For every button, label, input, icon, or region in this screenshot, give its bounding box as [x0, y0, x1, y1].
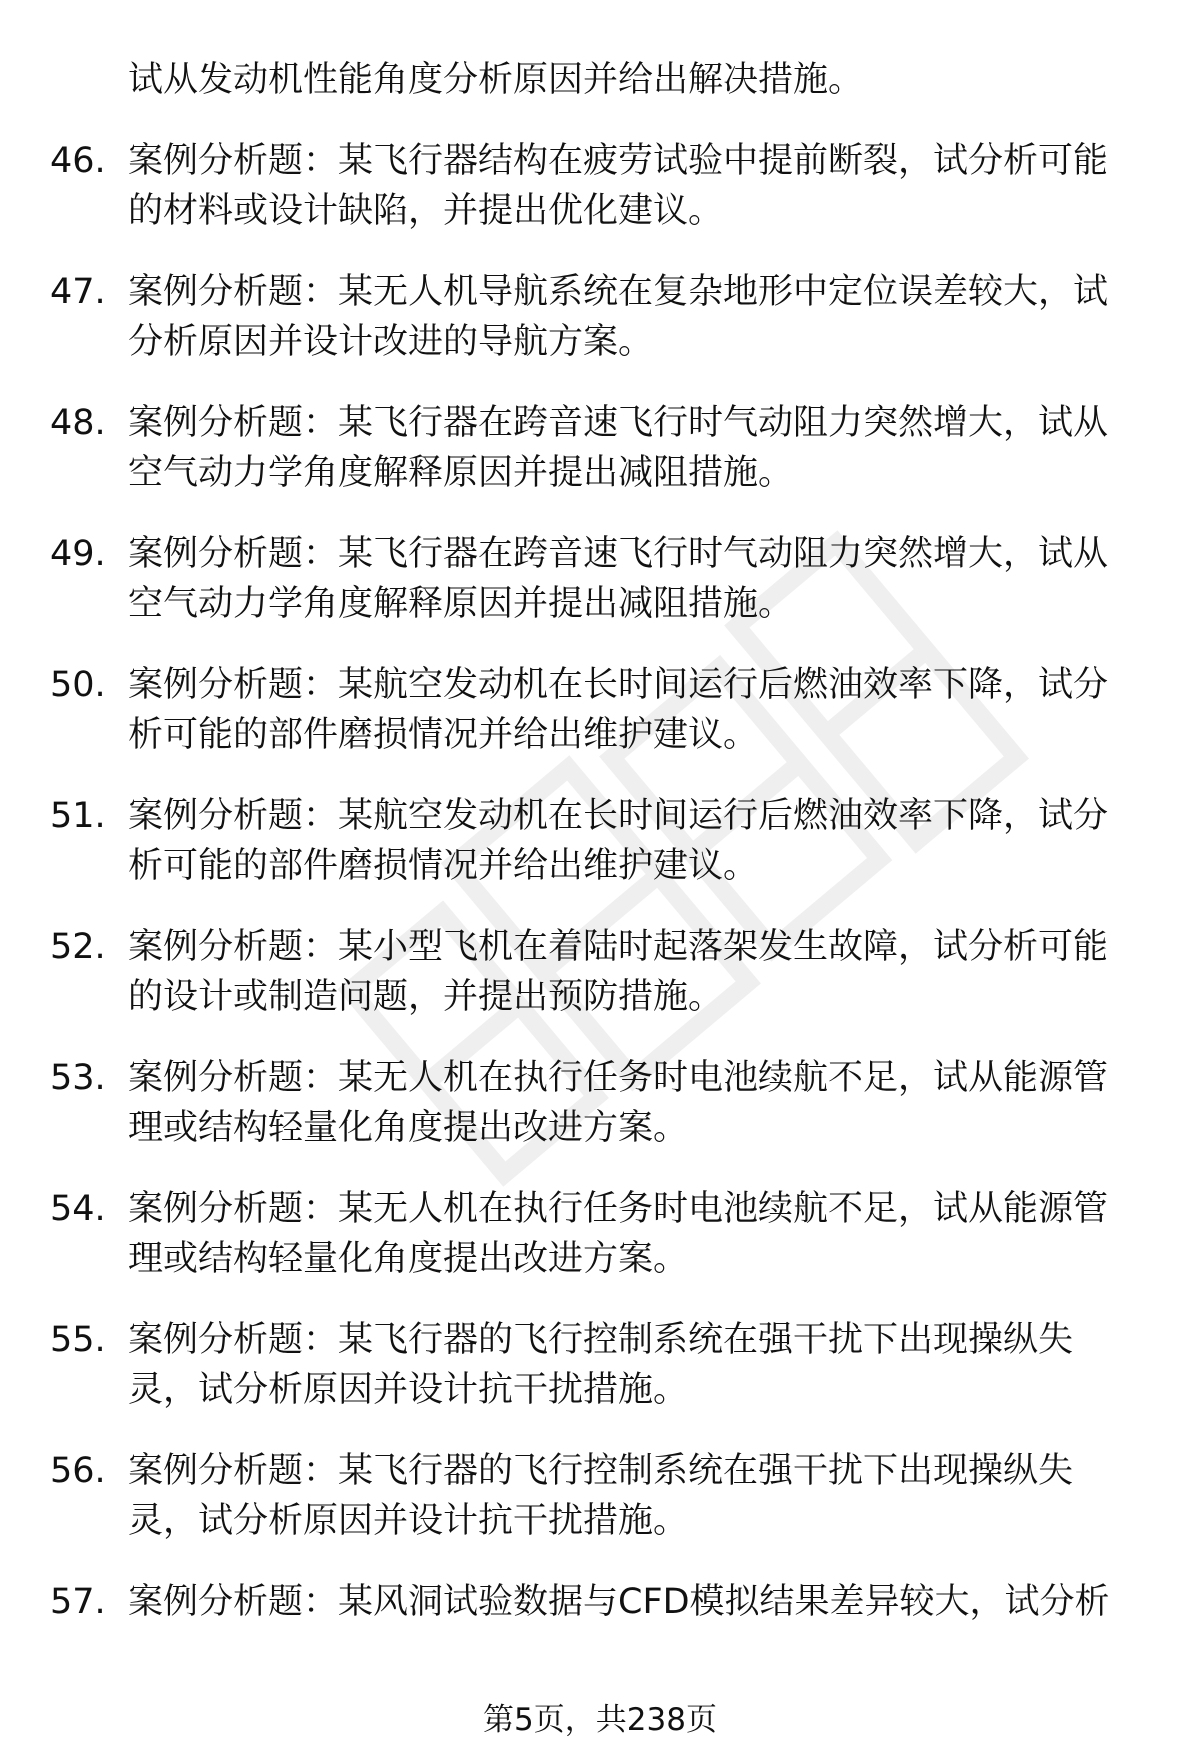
list-item	[0, 1577, 1200, 1627]
question-number: 51.	[50, 796, 106, 836]
question-number: 47.	[50, 272, 106, 312]
question-number: 50.	[50, 665, 106, 705]
question-text: 案例分析题：某无人机导航系统在复杂地形中定位误差较大，试分析原因并设计改进的导航方案。	[128, 272, 1109, 362]
question-text: 案例分析题：某小型飞机在着陆时起落架发生故障，试分析可能的设计或制造问题，并提出预防措施。	[128, 927, 1109, 1017]
question-text: 案例分析题：某飞行器的飞行控制系统在强干扰下出现操纵失灵，试分析原因并设计抗干扰措施。	[128, 1451, 1074, 1541]
question-text: 案例分析题：某飞行器在跨音速飞行时气动阻力突然增大，试从空气动力学角度解释原因并提出减阻措施。	[128, 403, 1109, 493]
question-number: 49.	[50, 534, 106, 574]
list-item	[0, 267, 1200, 367]
question-text: 案例分析题：某航空发动机在长时间运行后燃油效率下降，试分析可能的部件磨损情况并给出维护建议。	[128, 796, 1109, 886]
question-text: 案例分析题：某航空发动机在长时间运行后燃油效率下降，试分析可能的部件磨损情况并给出维护建议。	[128, 665, 1109, 755]
question-number: 52.	[50, 927, 106, 967]
question-text: 案例分析题：某无人机在执行任务时电池续航不足，试从能源管理或结构轻量化角度提出改进方案。	[128, 1189, 1109, 1279]
question-text: 案例分析题：某飞行器结构在疲劳试验中提前断裂，试分析可能的材料或设计缺陷，并提出优化建议。	[128, 141, 1109, 231]
question-number: 55.	[50, 1320, 106, 1360]
question-number: 53.	[50, 1058, 106, 1098]
continued-question-text: 试从发动机性能角度分析原因并给出解决措施。	[128, 60, 864, 100]
list-item	[0, 922, 1200, 1022]
page-footer: 第5页，共238页	[483, 1702, 717, 1738]
question-number: 48.	[50, 403, 106, 443]
question-number: 54.	[50, 1189, 106, 1229]
list-item	[0, 791, 1200, 891]
list-item	[0, 1184, 1200, 1284]
question-number: 56.	[50, 1451, 106, 1491]
list-item	[0, 136, 1200, 236]
question-text: 案例分析题：某风洞试验数据与CFD模拟结果差异较大，试分析	[128, 1582, 1110, 1622]
list-item	[0, 1446, 1200, 1546]
list-item	[0, 1053, 1200, 1153]
question-number: 46.	[50, 141, 106, 181]
list-item	[0, 529, 1200, 629]
question-text: 案例分析题：某飞行器在跨音速飞行时气动阻力突然增大，试从空气动力学角度解释原因并提出减阻措施。	[128, 534, 1109, 624]
list-item	[0, 1315, 1200, 1415]
question-text: 案例分析题：某飞行器的飞行控制系统在强干扰下出现操纵失灵，试分析原因并设计抗干扰措施。	[128, 1320, 1074, 1410]
question-number: 57.	[50, 1582, 106, 1622]
list-item	[0, 660, 1200, 760]
list-item	[0, 398, 1200, 498]
question-text: 案例分析题：某无人机在执行任务时电池续航不足，试从能源管理或结构轻量化角度提出改进方案。	[128, 1058, 1109, 1148]
question-list	[0, 55, 1200, 1627]
